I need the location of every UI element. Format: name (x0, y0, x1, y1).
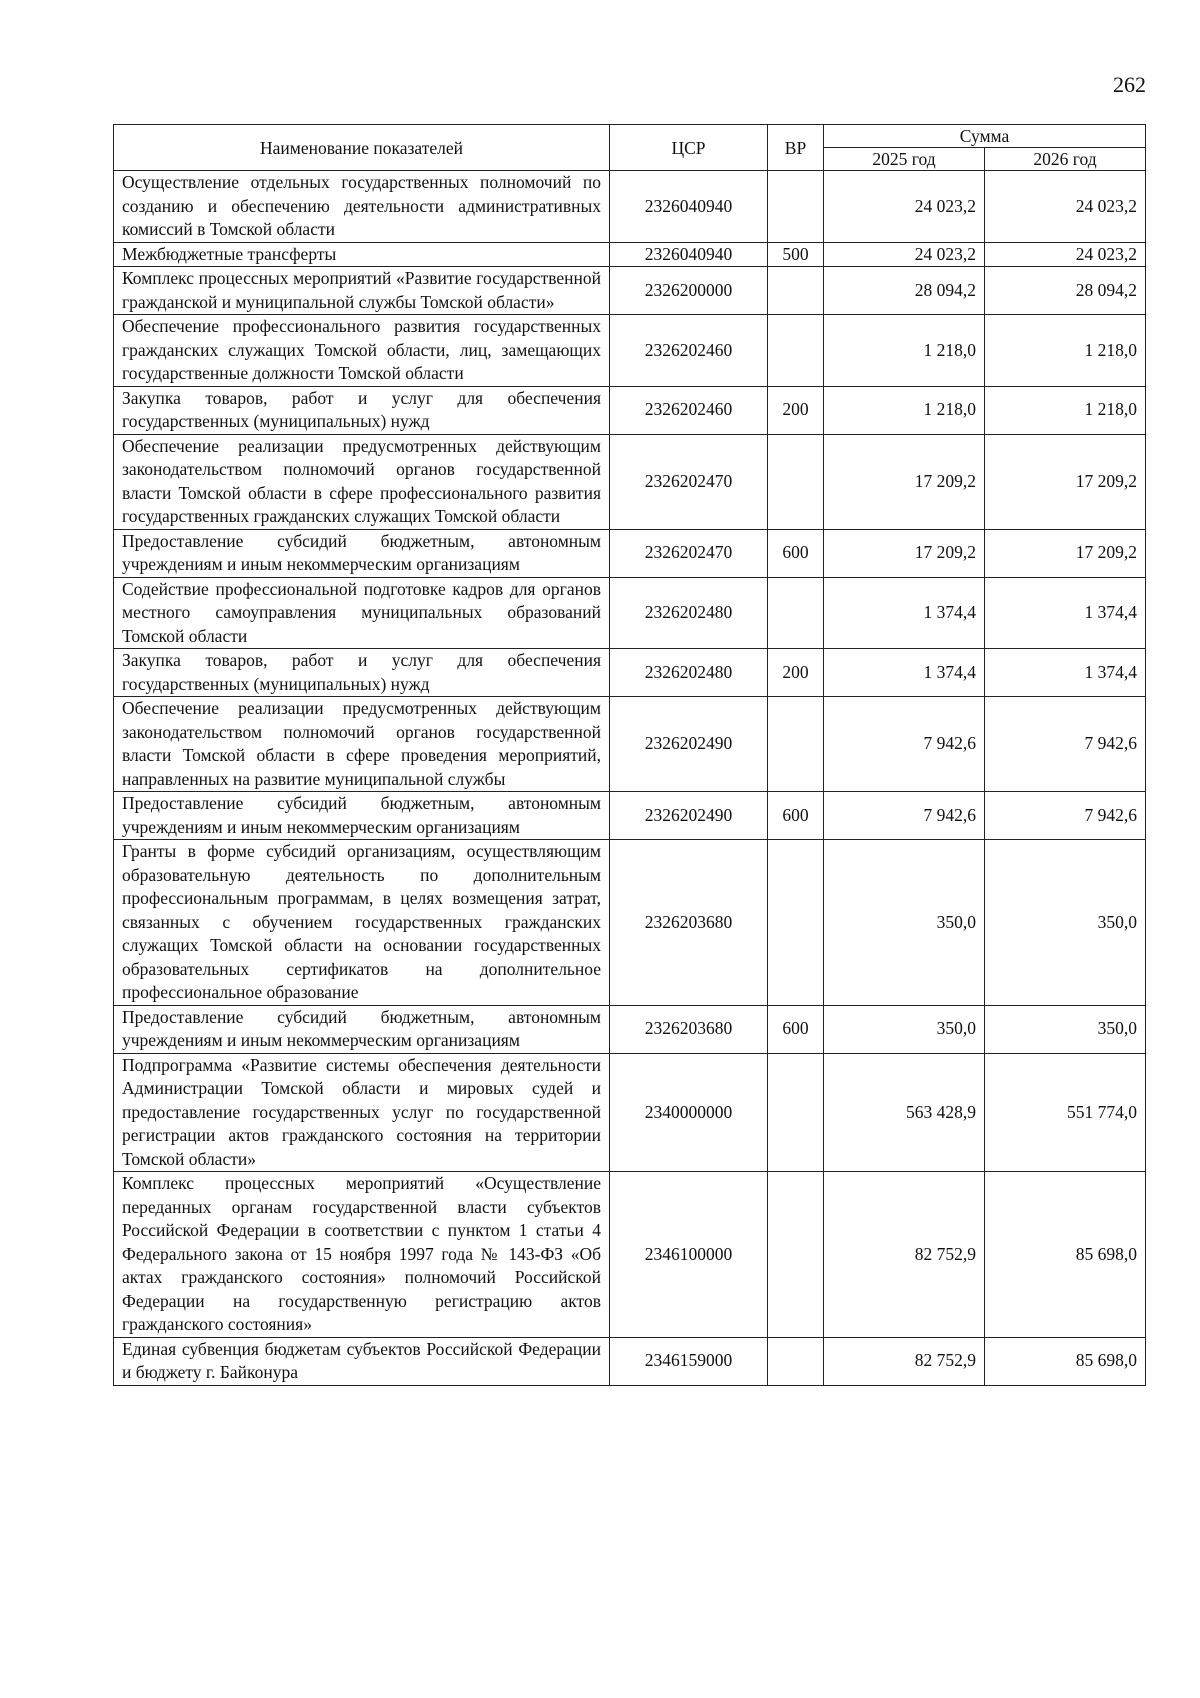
table-row (114, 386, 1146, 434)
row-sum-2026: 350,0 (985, 840, 1146, 1006)
row-sum-2026: 85 698,0 (985, 1172, 1146, 1338)
row-vr: 200 (768, 649, 824, 697)
row-sum-2026: 28 094,2 (985, 267, 1146, 315)
row-sum-2026: 24 023,2 (985, 242, 1146, 267)
table-row (114, 697, 1146, 792)
row-name: Закупка товаров, работ и услуг для обеспечения государственных (муниципальных) нужд (114, 649, 610, 697)
row-sum-2026: 17 209,2 (985, 434, 1146, 529)
row-vr: 500 (768, 242, 824, 267)
row-name: Гранты в форме субсидий организациям, осуществляющим образовательную деятельность по дополнительным профессиональным программам, в целях возмещения затрат, связанных с обучением государственных гражданских служащих Томской области на основании государственных образовательных сертификатов на дополнительное профессиональное образование (114, 840, 610, 1006)
row-name: Комплекс процессных мероприятий «Развитие государственной гражданской и муниципальной службы Томской области» (114, 267, 610, 315)
row-name: Подпрограмма «Развитие системы обеспечения деятельности Администрации Томской области и мировых судей и предоставление государственных услуг по государственной регистрации актов гражданского состояния на территории Томской области» (114, 1053, 610, 1172)
row-sum-2026: 551 774,0 (985, 1053, 1146, 1172)
budget-table (113, 124, 1146, 1386)
row-sum-2025: 350,0 (824, 1005, 985, 1053)
row-name: Осуществление отдельных государственных полномочий по созданию и обеспечению деятельности административных комиссий в Томской области (114, 171, 610, 243)
row-name: Межбюджетные трансферты (114, 242, 610, 267)
row-sum-2025: 7 942,6 (824, 792, 985, 840)
row-csr: 2326202490 (610, 697, 768, 792)
table-row (114, 529, 1146, 577)
row-csr: 2326202460 (610, 315, 768, 387)
row-vr: 600 (768, 1005, 824, 1053)
row-csr: 2326202480 (610, 649, 768, 697)
row-csr: 2326200000 (610, 267, 768, 315)
row-sum-2025: 1 218,0 (824, 386, 985, 434)
row-vr: 200 (768, 386, 824, 434)
row-sum-2025: 1 218,0 (824, 315, 985, 387)
header-csr: ЦСР (610, 125, 768, 171)
row-name: Предоставление субсидий бюджетным, автономным учреждениям и иным некоммерческим организациям (114, 529, 610, 577)
table-row (114, 1053, 1146, 1172)
row-sum-2026: 1 374,4 (985, 577, 1146, 649)
row-csr: 2340000000 (610, 1053, 768, 1172)
row-vr (768, 267, 824, 315)
row-name: Предоставление субсидий бюджетным, автономным учреждениям и иным некоммерческим организациям (114, 792, 610, 840)
row-vr (768, 315, 824, 387)
row-sum-2026: 1 218,0 (985, 315, 1146, 387)
header-year-2025: 2025 год (824, 148, 985, 171)
row-sum-2025: 24 023,2 (824, 242, 985, 267)
table-row (114, 840, 1146, 1006)
row-sum-2026: 7 942,6 (985, 792, 1146, 840)
row-vr: 600 (768, 792, 824, 840)
row-sum-2025: 563 428,9 (824, 1053, 985, 1172)
table-row (114, 577, 1146, 649)
table-row (114, 1005, 1146, 1053)
header-sum: Сумма (824, 125, 1146, 148)
table-row (114, 242, 1146, 267)
table-row (114, 267, 1146, 315)
table-header (114, 125, 1146, 171)
row-vr (768, 171, 824, 243)
header-vr: ВР (768, 125, 824, 171)
row-name: Закупка товаров, работ и услуг для обеспечения государственных (муниципальных) нужд (114, 386, 610, 434)
header-year-2026: 2026 год (985, 148, 1146, 171)
table-row (114, 1172, 1146, 1338)
table-row (114, 649, 1146, 697)
row-csr: 2326040940 (610, 171, 768, 243)
row-csr: 2326202480 (610, 577, 768, 649)
row-name: Обеспечение реализации предусмотренных действующим законодательством полномочий органов государственной власти Томской области в сфере проведения мероприятий, направленных на развитие муниципальной службы (114, 697, 610, 792)
row-name: Предоставление субсидий бюджетным, автономным учреждениям и иным некоммерческим организациям (114, 1005, 610, 1053)
row-vr (768, 434, 824, 529)
row-sum-2026: 7 942,6 (985, 697, 1146, 792)
row-name: Комплекс процессных мероприятий «Осуществление переданных органам государственной власти субъектов Российской Федерации в соответствии с пунктом 1 статьи 4 Федерального закона от 15 ноября 1997 года № 143-ФЗ «Об актах гражданского состояния» полномочий Российской Федерации на государственную регистрацию актов гражданского состояния» (114, 1172, 610, 1338)
row-sum-2025: 82 752,9 (824, 1337, 985, 1385)
page-number: 262 (1113, 72, 1146, 97)
row-sum-2025: 28 094,2 (824, 267, 985, 315)
row-csr: 2326040940 (610, 242, 768, 267)
row-csr: 2326202460 (610, 386, 768, 434)
row-vr (768, 1172, 824, 1338)
table-row (114, 792, 1146, 840)
row-csr: 2346100000 (610, 1172, 768, 1338)
row-sum-2026: 17 209,2 (985, 529, 1146, 577)
row-sum-2026: 24 023,2 (985, 171, 1146, 243)
row-csr: 2326202470 (610, 434, 768, 529)
row-sum-2025: 82 752,9 (824, 1172, 985, 1338)
row-csr: 2326203680 (610, 840, 768, 1006)
row-sum-2026: 85 698,0 (985, 1337, 1146, 1385)
row-name: Содействие профессиональной подготовке кадров для органов местного самоуправления муниципальных образований Томской области (114, 577, 610, 649)
row-vr: 600 (768, 529, 824, 577)
row-name: Единая субвенция бюджетам субъектов Российской Федерации и бюджету г. Байконура (114, 1337, 610, 1385)
row-csr: 2326203680 (610, 1005, 768, 1053)
row-sum-2026: 1 374,4 (985, 649, 1146, 697)
row-sum-2025: 17 209,2 (824, 434, 985, 529)
row-sum-2025: 17 209,2 (824, 529, 985, 577)
header-name: Наименование показателей (114, 125, 610, 171)
row-vr (768, 1337, 824, 1385)
row-sum-2026: 350,0 (985, 1005, 1146, 1053)
table-row (114, 434, 1146, 529)
row-sum-2025: 1 374,4 (824, 577, 985, 649)
row-vr (768, 577, 824, 649)
row-sum-2025: 350,0 (824, 840, 985, 1006)
row-sum-2025: 7 942,6 (824, 697, 985, 792)
row-csr: 2326202490 (610, 792, 768, 840)
row-csr: 2326202470 (610, 529, 768, 577)
row-sum-2025: 1 374,4 (824, 649, 985, 697)
row-vr (768, 697, 824, 792)
row-vr (768, 1053, 824, 1172)
table-row (114, 1337, 1146, 1385)
row-name: Обеспечение профессионального развития государственных гражданских служащих Томской области, лиц, замещающих государственные должности Томской области (114, 315, 610, 387)
row-csr: 2346159000 (610, 1337, 768, 1385)
table-row (114, 315, 1146, 387)
row-sum-2025: 24 023,2 (824, 171, 985, 243)
table-body (114, 171, 1146, 1386)
table-row (114, 171, 1146, 243)
row-name: Обеспечение реализации предусмотренных действующим законодательством полномочий органов государственной власти Томской области в сфере профессионального развития государственных гражданских служащих Томской области (114, 434, 610, 529)
row-vr (768, 840, 824, 1006)
row-sum-2026: 1 218,0 (985, 386, 1146, 434)
